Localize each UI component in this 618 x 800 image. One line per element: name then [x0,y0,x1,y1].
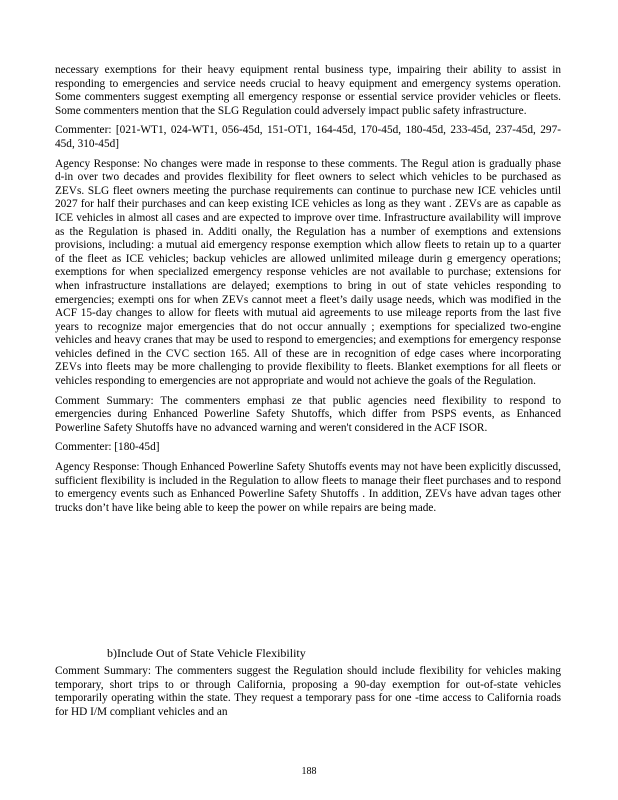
agency-response-emergency: Agency Response: No changes were made in response to these comments. The Regul ation is gradually phase d-in over two decades and provides flexibility for fleet owners to select which vehicles to be purchased as ZEVs. SLG fleet owners meeting the purchase requirements can continue to purchase new ICE vehicles until 2027 for half their purchases and can keep existing ICE vehicles as long as they want . ZEVs are as capable as ICE vehicles in almost all cases and are expected to improve over time. Infrastructure availability will improve as the Regulation is phased in. Additi onally, the Regulation has a number of exemptions and extensions provisions, including: a mutual aid emergency response exemption which allow fleets to retain up to a quarter of the fleet as ICE vehicles; backup vehicles are allowed unlimited mileage durin g emergency operations; exemptions for when specialized emergency response vehicles are not available to purchase; extensions for when infrastructure installations are delayed; exemptions to bring in out of state vehicles responding to emergencies; exempti ons for when ZEVs cannot meet a fleet’s daily usage needs, which was modified in the ACF 15-day changes to allow for fleets with mutual aid agreements to use mileage reports from the last five years to recognize major emergencies that do not occur annually ; exemptions for specialized two-engine vehicles and heavy cranes that may be used to respond to emergencies; and exemptions for emergency response vehicles defined in the CVC section 165. All of these are in recognition of edge cases where incorporating ZEVs into fleets may be more challenging to provide flexibility to fleets. Blanket exemptions for all fleets or vehicles responding to emergencies are not appropriate and would not achieve the goals of the Regulation. [55,157,561,388]
body-text [55,64,561,521]
body-text-continued [55,665,561,725]
comment-summary-powerline: Comment Summary: The commenters emphasi ze that public agencies need flexibility to respond to emergencies during Enhanced Powerline Safety Shutoffs, which differ from PSPS events, as Enhanced Powerline Safety Shutoffs have no advanced warning and weren't considered in the ACF ISOR. [55,394,561,434]
commenter-list: Commenter: [180-45d] [55,441,160,454]
commenter-list: Commenter: [021-WT1, 024-WT1, 056-45d, 151-OT1, 164-45d, 170-45d, 180-45d, 233-45d, 237-45d, 297-45d, 310-45d] [55,124,561,150]
comment-summary-out-of-state: Comment Summary: The commenters suggest the Regulation should include flexibility for vehicles making temporary, short trips to or through California, proposing a 90-day exemption for out-of-state vehicles temporarily operating within the state. They request a temporary pass for one -time access to California roads for HD I/M compliant vehicles and an [55,665,561,718]
paragraph-heavy-equipment: necessary exemptions for their heavy equipment rental business type, impairing their ability to assist in responding to emergencies and service needs crucial to heavy equipment and emergency systems operation. Some commenters suggest exempting all emergency response or essential service provider vehicles or fleets. Some commenters mention that the SLG Regulation could adversely impact public safety infrastructure. [55,64,561,117]
page-number: 188 [301,766,317,777]
section-heading: b)Include Out of State Vehicle Flexibility [107,646,306,660]
agency-response-powerline: Agency Response: Though Enhanced Powerline Safety Shutoffs events may not have been explicitly discussed, sufficient flexibility is included in the Regulation to allow fleets to manage their fleet purchases and to respond to emergency events such as Enhanced Powerline Safety Shutoffs . In addition, ZEVs have advan tages other trucks don’t have like being able to keep the power on while repairs are being made. [55,461,561,514]
